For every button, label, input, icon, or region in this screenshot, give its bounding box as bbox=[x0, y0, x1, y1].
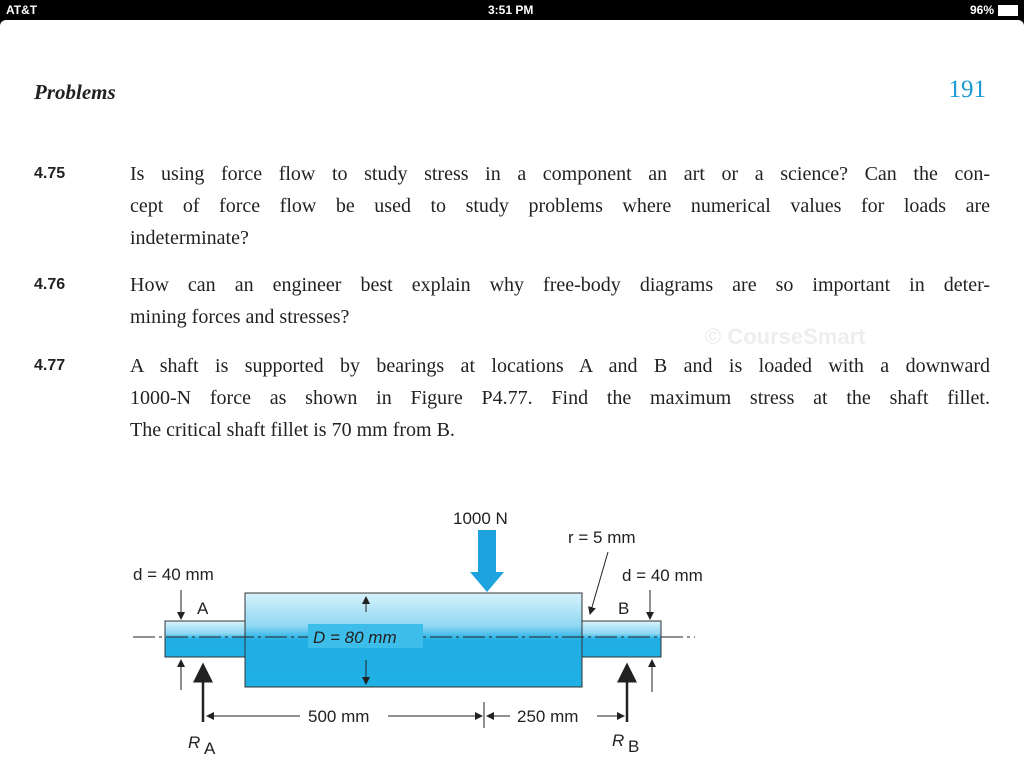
page-number: 191 bbox=[948, 76, 986, 103]
carrier: AT&T bbox=[6, 3, 38, 17]
dim-250-label: 250 mm bbox=[517, 707, 579, 726]
section-title: Problems bbox=[34, 80, 116, 104]
right-journal bbox=[582, 621, 661, 657]
bearing-a-label: A bbox=[197, 599, 209, 618]
text-line: 1000-N force as shown in Figure P4.77. Find the maximum stress at the shaft fillet. bbox=[130, 387, 990, 409]
reaction-b-label: R bbox=[612, 731, 625, 750]
major-diameter-label: D = 80 mm bbox=[313, 628, 397, 647]
d-right-label: d = 40 mm bbox=[622, 566, 703, 585]
watermark: © CourseSmart bbox=[705, 324, 866, 349]
reaction-b-sub: B bbox=[628, 737, 640, 756]
bearing-b-label: B bbox=[618, 599, 630, 618]
text-line: Is using force flow to study stress in a component an art or a science? Can the con- bbox=[130, 163, 990, 185]
text-line: How can an engineer best explain why free-body diagrams are so important in deter- bbox=[130, 274, 990, 296]
fillet-leader bbox=[590, 552, 608, 614]
d-left-label: d = 40 mm bbox=[133, 565, 214, 584]
text-line: A shaft is supported by bearings at locations A and B and is loaded with a downward bbox=[130, 355, 990, 377]
battery-percent: 96% bbox=[969, 3, 994, 17]
problem-number: 4.77 bbox=[34, 357, 66, 374]
reaction-a-label: R bbox=[188, 733, 201, 752]
problem-number: 4.76 bbox=[34, 276, 66, 293]
text-line: indeterminate? bbox=[130, 227, 249, 249]
load-arrow bbox=[478, 530, 496, 574]
load-label: 1000 N bbox=[453, 509, 508, 528]
left-journal bbox=[165, 621, 247, 657]
reaction-a-sub: A bbox=[204, 739, 216, 758]
text-line: cept of force flow be used to study problems where numerical values for loads are bbox=[130, 195, 990, 217]
text-line: mining forces and stresses? bbox=[130, 306, 350, 328]
clock: 3:51 PM bbox=[488, 3, 534, 17]
load-arrow-head bbox=[470, 572, 504, 592]
text-line: The critical shaft fillet is 70 mm from B. bbox=[130, 419, 455, 441]
fillet-label: r = 5 mm bbox=[568, 528, 636, 547]
dim-500-label: 500 mm bbox=[308, 707, 370, 726]
problem-number: 4.75 bbox=[34, 165, 66, 182]
